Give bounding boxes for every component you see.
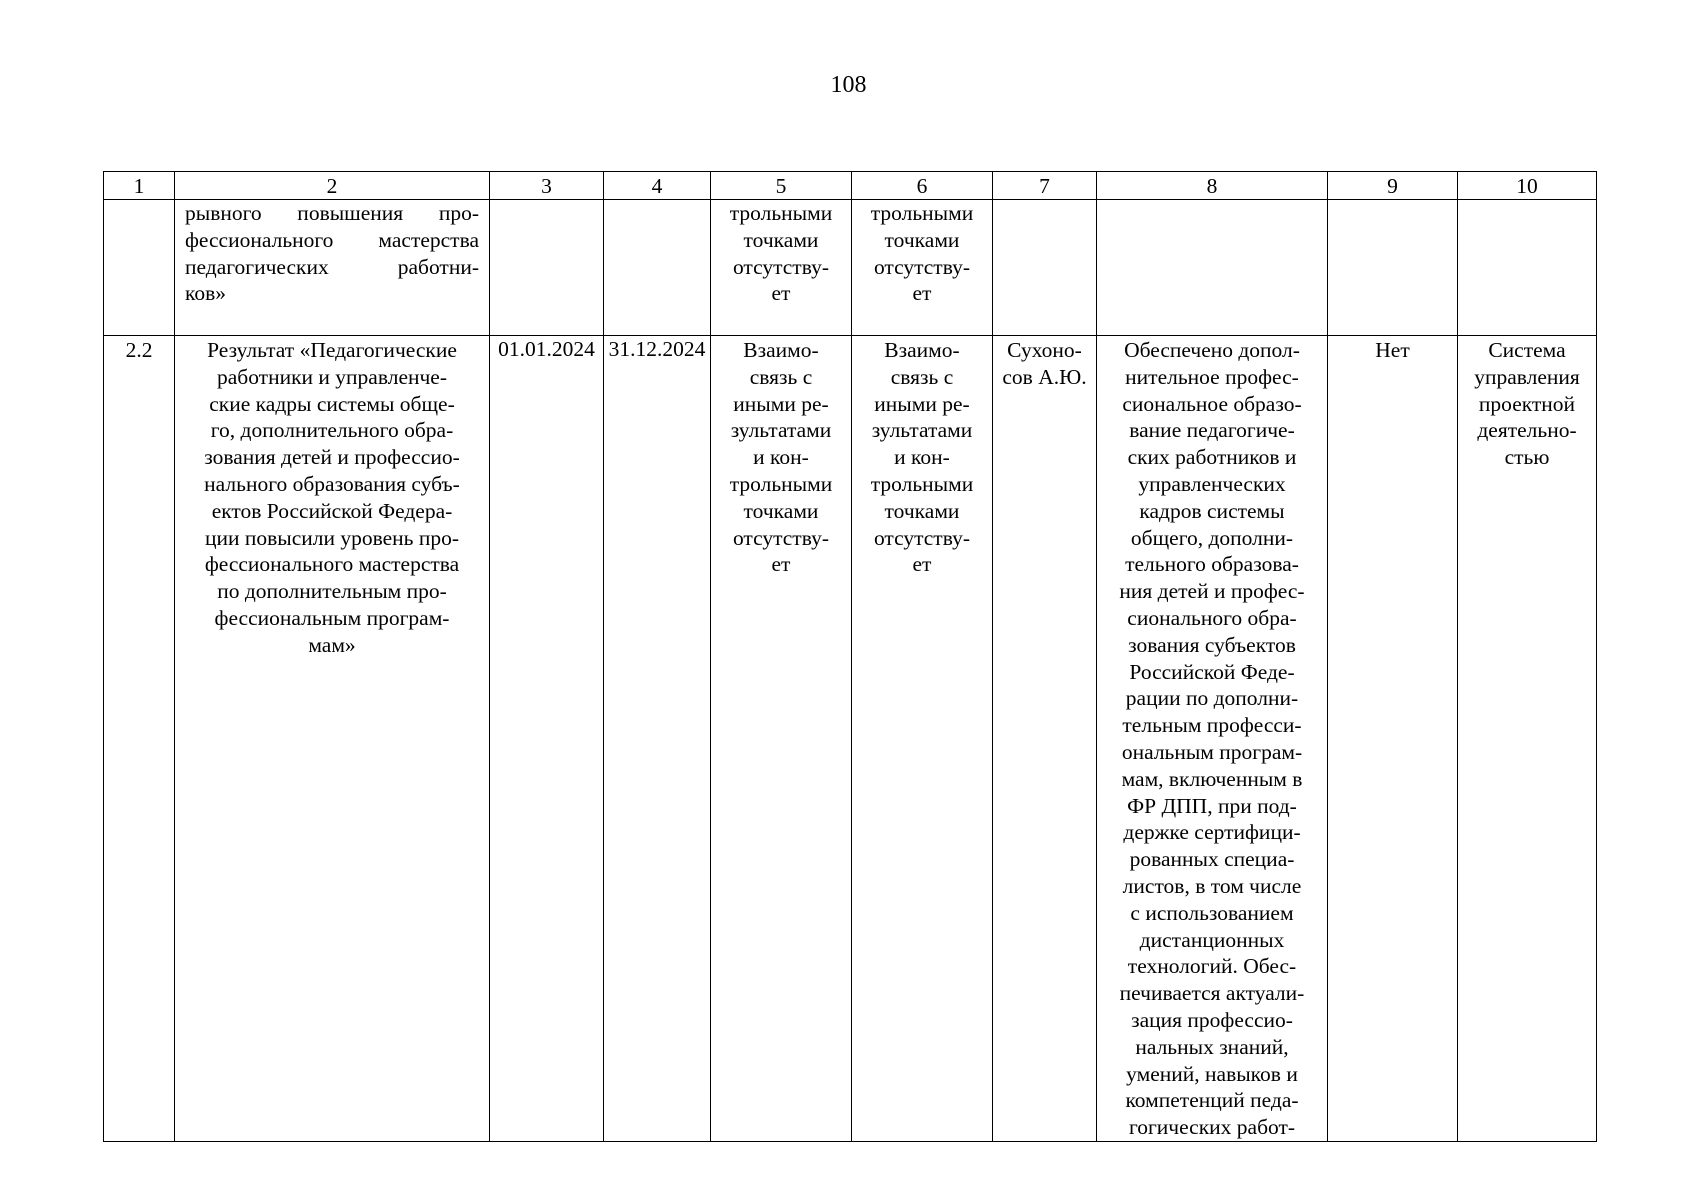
text-line: Взаимо- xyxy=(743,338,819,362)
text-line: рованных специа- xyxy=(1129,847,1295,872)
text-line: по дополнительным про- xyxy=(217,579,447,604)
text-line: печивается актуали- xyxy=(1119,981,1305,1006)
cont-responsible-cell xyxy=(993,200,1097,336)
text-line: деятельно- xyxy=(1477,418,1577,443)
header-cell-5: 5 xyxy=(711,172,852,200)
text-line: проектной xyxy=(1478,391,1576,416)
text-line: ФР ДПП, при под- xyxy=(1127,793,1297,818)
text-line: отсутству- xyxy=(873,525,971,550)
text-line: стью xyxy=(1504,445,1550,470)
text-line: точками xyxy=(884,227,960,252)
text-line: кадров системы xyxy=(1139,498,1285,523)
text-line: точками xyxy=(743,227,819,252)
text-line: отсутству- xyxy=(873,254,971,279)
cont-result-text xyxy=(175,200,490,336)
cont-col6-text xyxy=(852,200,993,336)
text-line: го, дополнительного обра- xyxy=(210,418,454,443)
text-line: ет xyxy=(912,552,932,577)
text-line: связь с xyxy=(890,364,954,389)
text-line: отсутству- xyxy=(732,254,830,279)
cont-col5-text xyxy=(711,200,852,336)
text-line: сионального обра- xyxy=(1127,605,1297,630)
text-line: зультатами xyxy=(871,418,973,443)
text-line: управления xyxy=(1474,364,1580,389)
header-cell-2: 2 xyxy=(175,172,490,200)
text-line: фессионального мастерства xyxy=(204,552,460,577)
text-line: тельным професси- xyxy=(1122,713,1302,738)
text-line: компетенций педа- xyxy=(1125,1088,1299,1113)
header-cell-8: 8 xyxy=(1097,172,1328,200)
text-line: общего, дополни- xyxy=(1130,525,1294,550)
text-line: ектов Российской Федера- xyxy=(211,498,453,523)
text-line: Результат «Педагогические xyxy=(207,338,457,362)
header-cell-3: 3 xyxy=(490,172,604,200)
text-line: нительное профес- xyxy=(1125,364,1299,389)
text-line: трольными xyxy=(870,471,974,496)
text-line: сиональное образо- xyxy=(1122,391,1302,416)
text-line: с использованием xyxy=(1130,900,1294,925)
col5-text xyxy=(711,336,852,1142)
text-line: педагогических работни- xyxy=(185,254,479,279)
text-line: мам, включенным в xyxy=(1121,766,1303,791)
text-line: трольными xyxy=(729,471,833,496)
text-line: рации по дополни- xyxy=(1125,686,1299,711)
text-line: ния детей и профес- xyxy=(1119,579,1305,604)
row-number: 2.2 xyxy=(104,336,175,1142)
cont-col10-cell xyxy=(1458,200,1597,336)
text-line: ональным програм- xyxy=(1121,739,1303,764)
header-cell-9: 9 xyxy=(1328,172,1458,200)
text-line: мам» xyxy=(308,632,356,657)
text-line: ет xyxy=(912,281,932,306)
responsible-person xyxy=(993,336,1097,1142)
text-line: вание педагогиче- xyxy=(1129,418,1295,443)
text-line: работники и управленче- xyxy=(216,364,448,389)
document-table xyxy=(103,171,1597,1142)
result-description xyxy=(175,336,490,1142)
page-number: 108 xyxy=(830,72,867,98)
text-line: сов А.Ю. xyxy=(1002,364,1087,389)
text-line: и кон- xyxy=(753,445,809,470)
text-line: зация профессио- xyxy=(1131,1007,1293,1032)
text-line: Взаимо- xyxy=(884,338,960,362)
text-line: Система xyxy=(1488,338,1566,362)
text-line: иными ре- xyxy=(874,391,970,416)
text-line: ков» xyxy=(185,281,227,306)
text-line: трольными xyxy=(870,201,974,225)
text-line: трольными xyxy=(729,201,833,225)
text-line: связь с xyxy=(749,364,813,389)
text-line: фессиональным програм- xyxy=(214,605,450,630)
text-line: листов, в том числе xyxy=(1122,873,1302,898)
text-line: зультатами xyxy=(730,418,832,443)
text-line: иными ре- xyxy=(733,391,829,416)
cont-col9-cell xyxy=(1328,200,1458,336)
header-cell-10: 10 xyxy=(1458,172,1597,200)
text-line: рывного повышения про- xyxy=(185,201,479,225)
text-line: тельного образова- xyxy=(1125,552,1299,577)
text-line: ции повысили уровень про- xyxy=(204,525,460,550)
text-line: и кон- xyxy=(894,445,950,470)
cont-start-date-cell xyxy=(490,200,604,336)
end-date: 31.12.2024 xyxy=(604,336,711,1142)
text-line: управленческих xyxy=(1138,471,1286,496)
header-cell-4: 4 xyxy=(604,172,711,200)
text-line: ские кадры системы обще- xyxy=(209,391,455,416)
cont-end-date-cell xyxy=(604,200,711,336)
col10-description xyxy=(1458,336,1597,1142)
text-line: дистанционных xyxy=(1139,927,1285,952)
text-line: ет xyxy=(771,281,791,306)
text-line: умений, навыков и xyxy=(1126,1061,1298,1086)
text-line: ет xyxy=(771,552,791,577)
text-line: нальных знаний, xyxy=(1135,1034,1289,1059)
header-cell-1: 1 xyxy=(104,172,175,200)
text-line: технологий. Обес- xyxy=(1127,954,1297,979)
text-line: нального образования субъ- xyxy=(204,471,460,496)
table-header-row xyxy=(104,172,1597,200)
text-line: Обеспечено допол- xyxy=(1124,338,1300,362)
text-line: Российской Феде- xyxy=(1129,659,1295,684)
header-cell-6: 6 xyxy=(852,172,993,200)
table-row-2-2 xyxy=(104,336,1597,1142)
table-row-continuation xyxy=(104,200,1597,336)
cont-col8-cell xyxy=(1097,200,1328,336)
text-line: фессионального мастерства xyxy=(185,227,479,252)
text-line: ских работников и xyxy=(1127,445,1297,470)
text-line: зования субъектов xyxy=(1128,632,1296,657)
text-line: точками xyxy=(884,498,960,523)
cont-number-cell xyxy=(104,200,175,336)
text-line: держке сертифици- xyxy=(1123,820,1301,845)
col6-text xyxy=(852,336,993,1142)
text-line: точками xyxy=(743,498,819,523)
text-line: гогических работ- xyxy=(1128,1115,1296,1140)
text-line: зования детей и профессио- xyxy=(204,445,460,470)
text-line: отсутству- xyxy=(732,525,830,550)
text-line: Сухоно- xyxy=(1007,338,1082,362)
col9-value: Нет xyxy=(1328,336,1458,1142)
header-cell-7: 7 xyxy=(993,172,1097,200)
start-date: 01.01.2024 xyxy=(490,336,604,1142)
col8-description xyxy=(1097,336,1328,1142)
